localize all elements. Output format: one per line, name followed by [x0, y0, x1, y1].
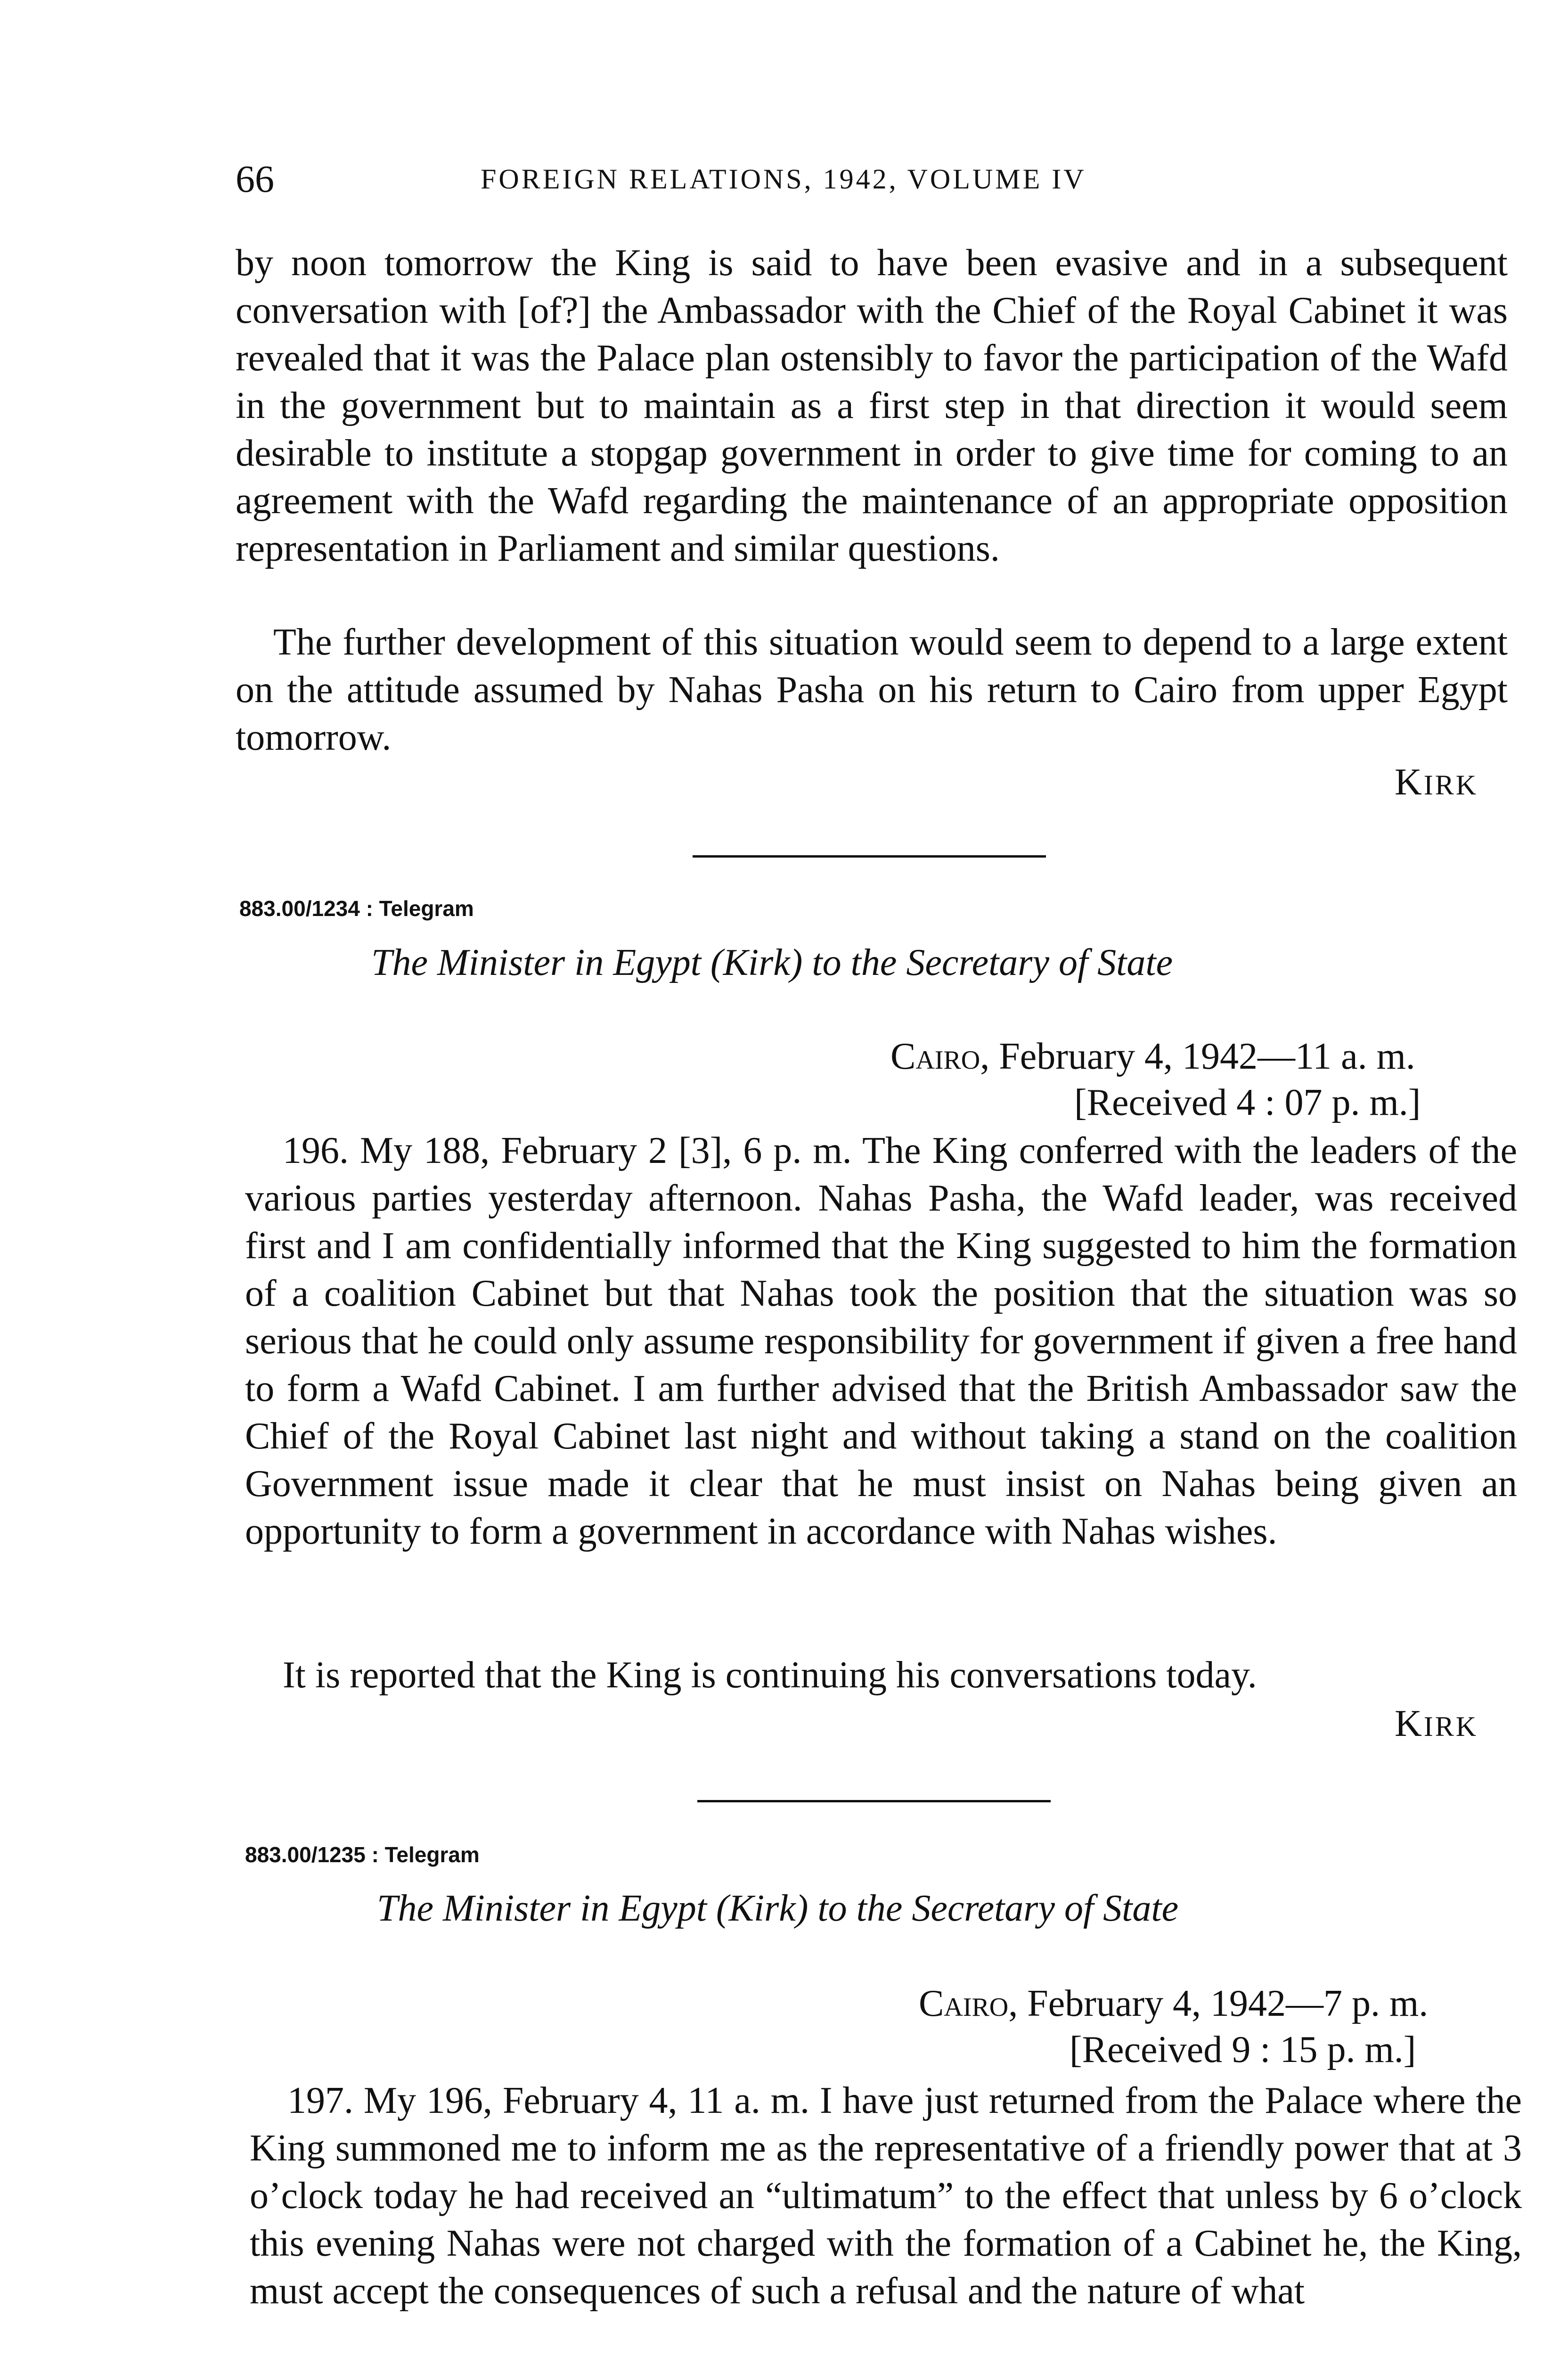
running-title: FOREIGN RELATIONS, 1942, VOLUME IV [481, 164, 1086, 195]
file-reference-2: 883.00/1235 : Telegram [245, 1842, 480, 1867]
signature-kirk-2: KIRK [1395, 1703, 1478, 1744]
dateline-date-2: , February 4, 1942—7 p. m. [1008, 1983, 1429, 2024]
dateline-place-1: Cairo [890, 1036, 980, 1077]
section-divider-2 [697, 1800, 1051, 1802]
telegram-paragraph-196: 196. My 188, February 2 [3], 6 p. m. The King conferred with the leaders of the various parties yesterday afternoon. Nahas Pasha, the Wafd leader, was received first and I am confidentially informed that the King suggested to him the formation of a coalition Cabinet but that Nahas took the position that the situation was so serious that he could only assume responsibility for government if given a free hand to form a Wafd Cabinet. I am further advised that the British Ambassador saw the Chief of the Royal Cabinet last night and without taking a stand on the coalition Government issue made it clear that he must insist on Nahas being given an opportunity to form a government in accordance with Nahas wishes. [245, 1130, 1517, 1552]
continuation-paragraph-1: by noon tomorrow the King is said to have been evasive and in a subsequent conversation with [of?] the Ambassador with the Chief of the Royal Cabinet it was revealed that it was the Palace plan ostensibly to favor the participation of the Wafd in the government but to maintain as a first step in that direction it would seem desirable to institute a stopgap government in order to give time for coming to an agreement with the Wafd regarding the maintenance of an appropriate opposition representation in Parliament and similar questions. [236, 242, 1508, 569]
received-line-1: [Received 4 : 07 p. m.] [1074, 1082, 1421, 1123]
dateline-place-2: Cairo [919, 1983, 1009, 2024]
document-title-2: The Minister in Egypt (Kirk) to the Secretary of State [377, 1888, 1179, 1929]
dateline-1 [890, 1033, 1415, 1080]
telegram-paragraph-197: 197. My 196, February 4, 11 a. m. I have just returned from the Palace where the King summoned me to inform me as the representative of a friendly power that at 3 o’clock today he had received an “ultimatum” to the effect that unless by 6 o’clock this evening Nahas were not charged with the formation of a Cabinet he, the King, must accept the consequences of such a refusal and the nature of what [250, 2080, 1522, 2312]
continuation-paragraph-2: The further development of this situation would seem to depend to a large extent on the attitude assumed by Nahas Pasha on his return to Cairo from upper Egypt tomorrow. [236, 622, 1508, 758]
file-reference-1: 883.00/1234 : Telegram [239, 896, 474, 921]
section-divider-1 [693, 855, 1046, 858]
page-header [236, 155, 1508, 203]
telegram-paragraph-196-b: It is reported that the King is continuing his conversations today. [283, 1654, 1257, 1696]
signature-kirk-1: KIRK [1395, 761, 1478, 803]
dateline-2 [919, 1980, 1428, 2027]
received-line-2: [Received 9 : 15 p. m.] [1070, 2029, 1416, 2070]
dateline-date-1: , February 4, 1942—11 a. m. [980, 1036, 1415, 1077]
page-number: 66 [236, 157, 274, 200]
document-title-1: The Minister in Egypt (Kirk) to the Secretary of State [371, 942, 1173, 983]
